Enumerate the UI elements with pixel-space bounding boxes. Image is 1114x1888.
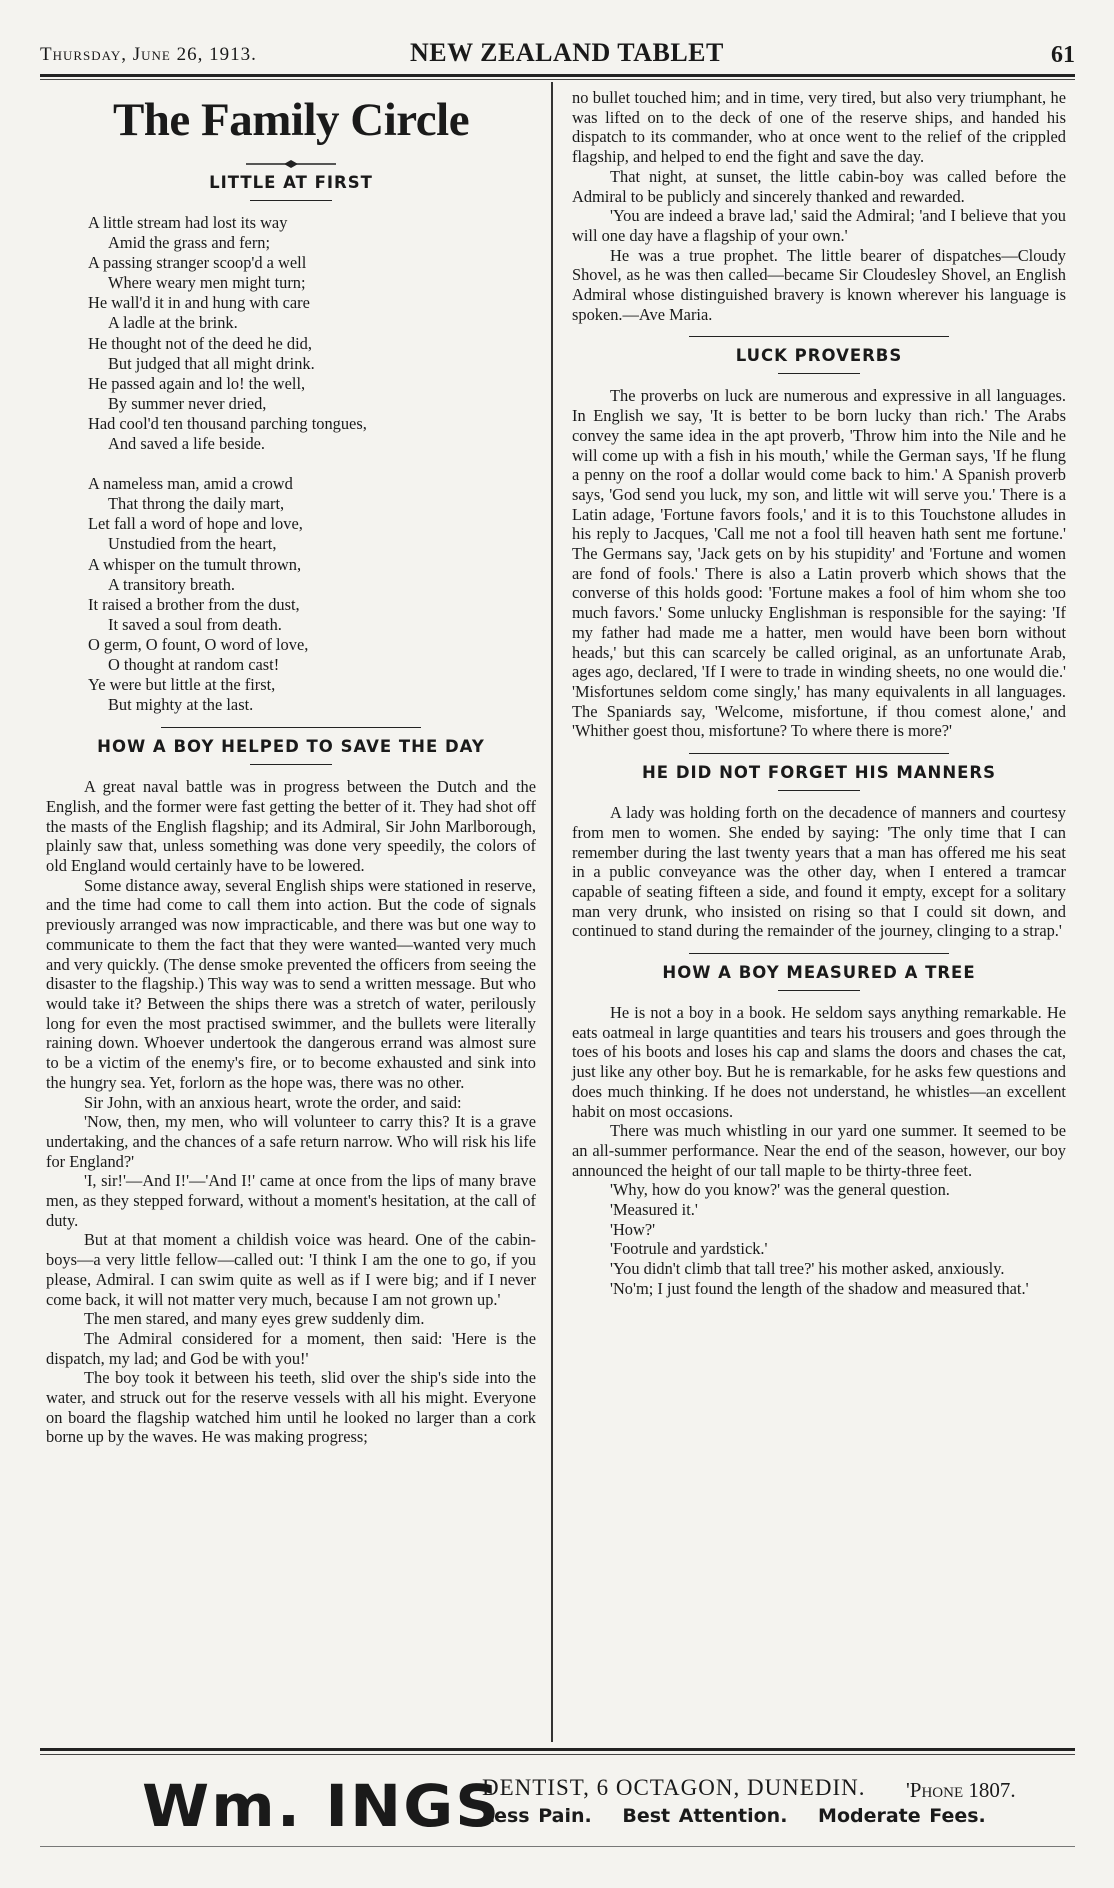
divider: [778, 990, 860, 991]
paragraph: 'No'm; I just found the length of the shadow and measured that.': [610, 1278, 1029, 1298]
section-masthead: The Family Circle: [112, 94, 470, 146]
paragraph: The boy took it between his teeth, slid over the ship's side into the water, and struck out for the reserve vessels with all his might. Everyone on board the flagship watched him until he looked no larger than a cork borne up by the waves. He was making progress;: [46, 1368, 536, 1447]
luck-title: LUCK PROVERBS: [735, 346, 903, 366]
poem-line: And saved a life beside.: [108, 434, 266, 454]
divider: [689, 336, 949, 337]
paragraph: 'You are indeed a brave lad,' said the Admiral; 'and I believe that you will one day have a flagship of your own.': [572, 206, 1066, 245]
advert-slogan: Best Attention.: [622, 1805, 788, 1827]
paragraph: He was a true prophet. The little bearer of dispatches—Cloudy Shovel, as he was then called—became Sir Cloudesley Shovel, an English Admiral whose distinguished bravery is known wherever his language is spoken.—Ave Maria.: [572, 245, 1066, 324]
page-header: [40, 38, 1075, 72]
left-column: [46, 88, 536, 1447]
paragraph: Some distance away, several English ships were stationed in reserve, and the time had come to call them into action. But the code of signals previously arranged was now impracticable, and there was but one way to communicate to them the fact that they were wanted—wanted very much and very quickly. (The dense smoke prevented the officers from seeing the disaster to the flagship.) This way was to send a written message. But who would take it? Between the ships there was a stretch of water, perilously long for even the most practised swimmer, and the bullets were literally raining down. Whoever undertook the dangerous errand was almost sure to be a victim of the enemy's fire, or to become exhausted and sink into the hungry sea. Yet, forlorn as the hope was, there was no other.: [46, 875, 536, 1092]
divider: [250, 764, 332, 765]
poem-line: A little stream had lost its way: [88, 213, 288, 232]
paragraph: 'Now, then, my men, who will volunteer to carry this? It is a grave undertaking, and the chances of a safe return narrow. Who will risk his life for England?': [46, 1112, 536, 1171]
column-divider: [551, 82, 553, 1742]
poem-line: O germ, O fount, O word of love,: [88, 634, 309, 654]
paragraph: Sir John, with an anxious heart, wrote the order, and said:: [84, 1092, 462, 1112]
poem-line: It raised a brother from the dust,: [88, 594, 300, 614]
poem-line: Had cool'd ten thousand parching tongues,: [88, 413, 367, 433]
paragraph: 'You didn't climb that tall tree?' his mother asked, anxiously.: [610, 1259, 1005, 1279]
poem-line: By summer never dried,: [108, 393, 267, 413]
poem-line: It saved a soul from death.: [108, 614, 282, 634]
divider: [161, 727, 421, 728]
paragraph: That night, at sunset, the little cabin-boy was called before the Admiral to be publicly and sincerely thanked and rewarded.: [572, 166, 1066, 206]
divider: [778, 790, 860, 791]
issue-date: Thursday, June 26, 1913.: [40, 44, 257, 65]
paragraph: 'I, sir!'—And I!'—'And I!' came at once from the lips of many brave men, as they stepped forward, without a moment's hesitation, at the call of duty.: [46, 1171, 536, 1230]
advert-slogan: Less Pain.: [482, 1805, 592, 1827]
poem-line: But judged that all might drink.: [108, 353, 315, 373]
advert-name: Wm. INGS: [142, 1772, 502, 1840]
poem-line: A whisper on the tumult thrown,: [88, 554, 302, 574]
divider: [778, 373, 860, 374]
poem-line: A transitory breath.: [108, 574, 235, 594]
poem-line: O thought at random cast!: [108, 654, 280, 674]
advert-slogan: Moderate Fees.: [818, 1805, 986, 1827]
manners-title: HE DID NOT FORGET HIS MANNERS: [642, 763, 996, 783]
paragraph: 'Measured it.': [610, 1200, 698, 1220]
divider: [250, 200, 332, 201]
poem-line: Let fall a word of hope and love,: [88, 514, 303, 534]
story-title: HOW A BOY HELPED TO SAVE THE DAY: [97, 737, 485, 757]
poem-line: He passed again and lo! the well,: [88, 373, 306, 393]
paragraph: The proverbs on luck are numerous and expressive in all languages. In English we say, 'It is better to be born lucky than rich.' The Arabs convey the same idea in the apt proverb, 'Throw him into the Nile and he will come up with a fish in his mouth,' while the German says, 'If he flung a penny on the roof a dollar would come back to him.' A Spanish proverb says, 'God send you luck, my son, and little wit will serve you.' There is a Latin adage, 'Fortune favors fools,' and it is to this Touchstone alludes in his reply to Jacques, 'Call me not a fool till heaven hath sent me fortune.' The Germans say, 'Jack gets on by his stupidity' and 'Fortune and women are fond of fools.' There is also a Latin proverb which shows that the converse of this holds good: 'Fortune makes a fool of him whom she too much favors.' Some unlucky Englishman is responsible for the saying: 'If my father had made me a hatter, men would have been born without heads,' but this can scarcely be called original, as an unfortunate Arab, ages ago, declared, 'If I were to trade in winding sheets, no one would die.' 'Misfortunes seldom come singly,' has many equivalents in all languages. The Spaniards say, 'Welcome, misfortune, if thou comest alone,' and 'Whither goest thou, misfortune? To where there is more?': [572, 386, 1066, 741]
paragraph: But at that moment a childish voice was heard. One of the cabin-boys—a very little fellow—called out: 'I think I am the one to go, if you please, Admiral. I can swim quite as well as if I were big; and if I never come back, it will not matter very much, because I am not grown up.': [46, 1230, 536, 1309]
paragraph: no bullet touched him; and in time, very tired, but also very triumphant, he was lifted on to the deck of one of the reserve ships, and handed his dispatch to its commander, who at once went to the relief of the crippled flagship, and helped to end the fight and save the day.: [572, 88, 1066, 167]
paragraph: The Admiral considered for a moment, then said: 'Here is the dispatch, my lad; and God be with you!': [46, 1328, 536, 1368]
tree-title: HOW A BOY MEASURED A TREE: [662, 963, 976, 983]
paragraph: The men stared, and many eyes grew suddenly dim.: [84, 1309, 425, 1329]
advert-address: DENTIST, 6 OCTAGON, DUNEDIN.: [482, 1775, 866, 1800]
header-rule-thin: [40, 79, 1075, 80]
page-number: 61: [1051, 42, 1075, 68]
poem-line: But mighty at the last.: [108, 695, 254, 715]
poem-line: A passing stranger scoop'd a well: [88, 253, 307, 273]
poem-line: A nameless man, amid a crowd: [88, 474, 293, 494]
publication-title: NEW ZEALAND TABLET: [410, 38, 724, 67]
paragraph: A great naval battle was in progress between the Dutch and the English, and the former were fast getting the better of it. They had shot off the masts of the English flagship; and its Admiral, Sir John Marlborough, plainly saw that, unless something was done very speedily, the colors of old England would certainly have to be lowered.: [46, 777, 536, 876]
right-column: [572, 88, 1066, 1299]
footer-rule-bottom: [40, 1846, 1075, 1847]
poem-line: Amid the grass and fern;: [108, 233, 271, 253]
divider: [689, 953, 949, 954]
poem-line: Ye were but little at the first,: [88, 675, 276, 695]
poem-line: Unstudied from the heart,: [108, 534, 277, 554]
poem-line: He thought not of the deed he did,: [88, 333, 312, 353]
paragraph: 'How?': [610, 1219, 656, 1239]
divider: [689, 753, 949, 754]
ornament-divider-icon: [46, 154, 536, 164]
poem: [88, 213, 536, 715]
advert-slogans: [482, 1805, 986, 1827]
paragraph: 'Footrule and yardstick.': [610, 1239, 768, 1259]
paragraph: There was much whistling in our yard one summer. It seemed to be an all-summer performance. Near the end of the season, however, our boy announced the height of our tall maple to be thirty-three feet.: [572, 1121, 1066, 1180]
poem-title: LITTLE AT FIRST: [209, 173, 373, 192]
footer-rule-thin: [40, 1754, 1075, 1755]
header-rule: [40, 74, 1075, 77]
poem-line: A ladle at the brink.: [108, 313, 238, 333]
poem-stanza-1: [88, 213, 536, 454]
paragraph: A lady was holding forth on the decadence of manners and courtesy from men to women. She ended by saying: 'The only time that I can remember during the last twenty years that a man has offered me his seat in a public conveyance was the other day, when I entered a tramcar capable of seating fifteen a side, and found it empty, except for a solitary man very drunk, who insisted on rising so that I could sit down, and continued to stand during the remainder of the journey, clinging to a strap.': [572, 803, 1066, 941]
paragraph: 'Why, how do you know?' was the general question.: [610, 1180, 950, 1200]
poem-stanza-2: [88, 474, 536, 715]
poem-line: That throng the daily mart,: [108, 494, 285, 514]
poem-line: Where weary men might turn;: [108, 273, 306, 293]
poem-line: He wall'd it in and hung with care: [88, 293, 310, 313]
footer-rule: [40, 1748, 1075, 1751]
advert-phone: 'Phone 1807.: [906, 1778, 1016, 1802]
paragraph: He is not a boy in a book. He seldom says anything remarkable. He eats oatmeal in large quantities and tears his trousers and goes through the toes of his boots and loses his cap and slams the doors and chases the cat, just like any other boy. But he is remarkable, for he asks few questions and does much thinking. If he does not understand, he whistles—an excellent habit on most occasions.: [572, 1003, 1066, 1121]
